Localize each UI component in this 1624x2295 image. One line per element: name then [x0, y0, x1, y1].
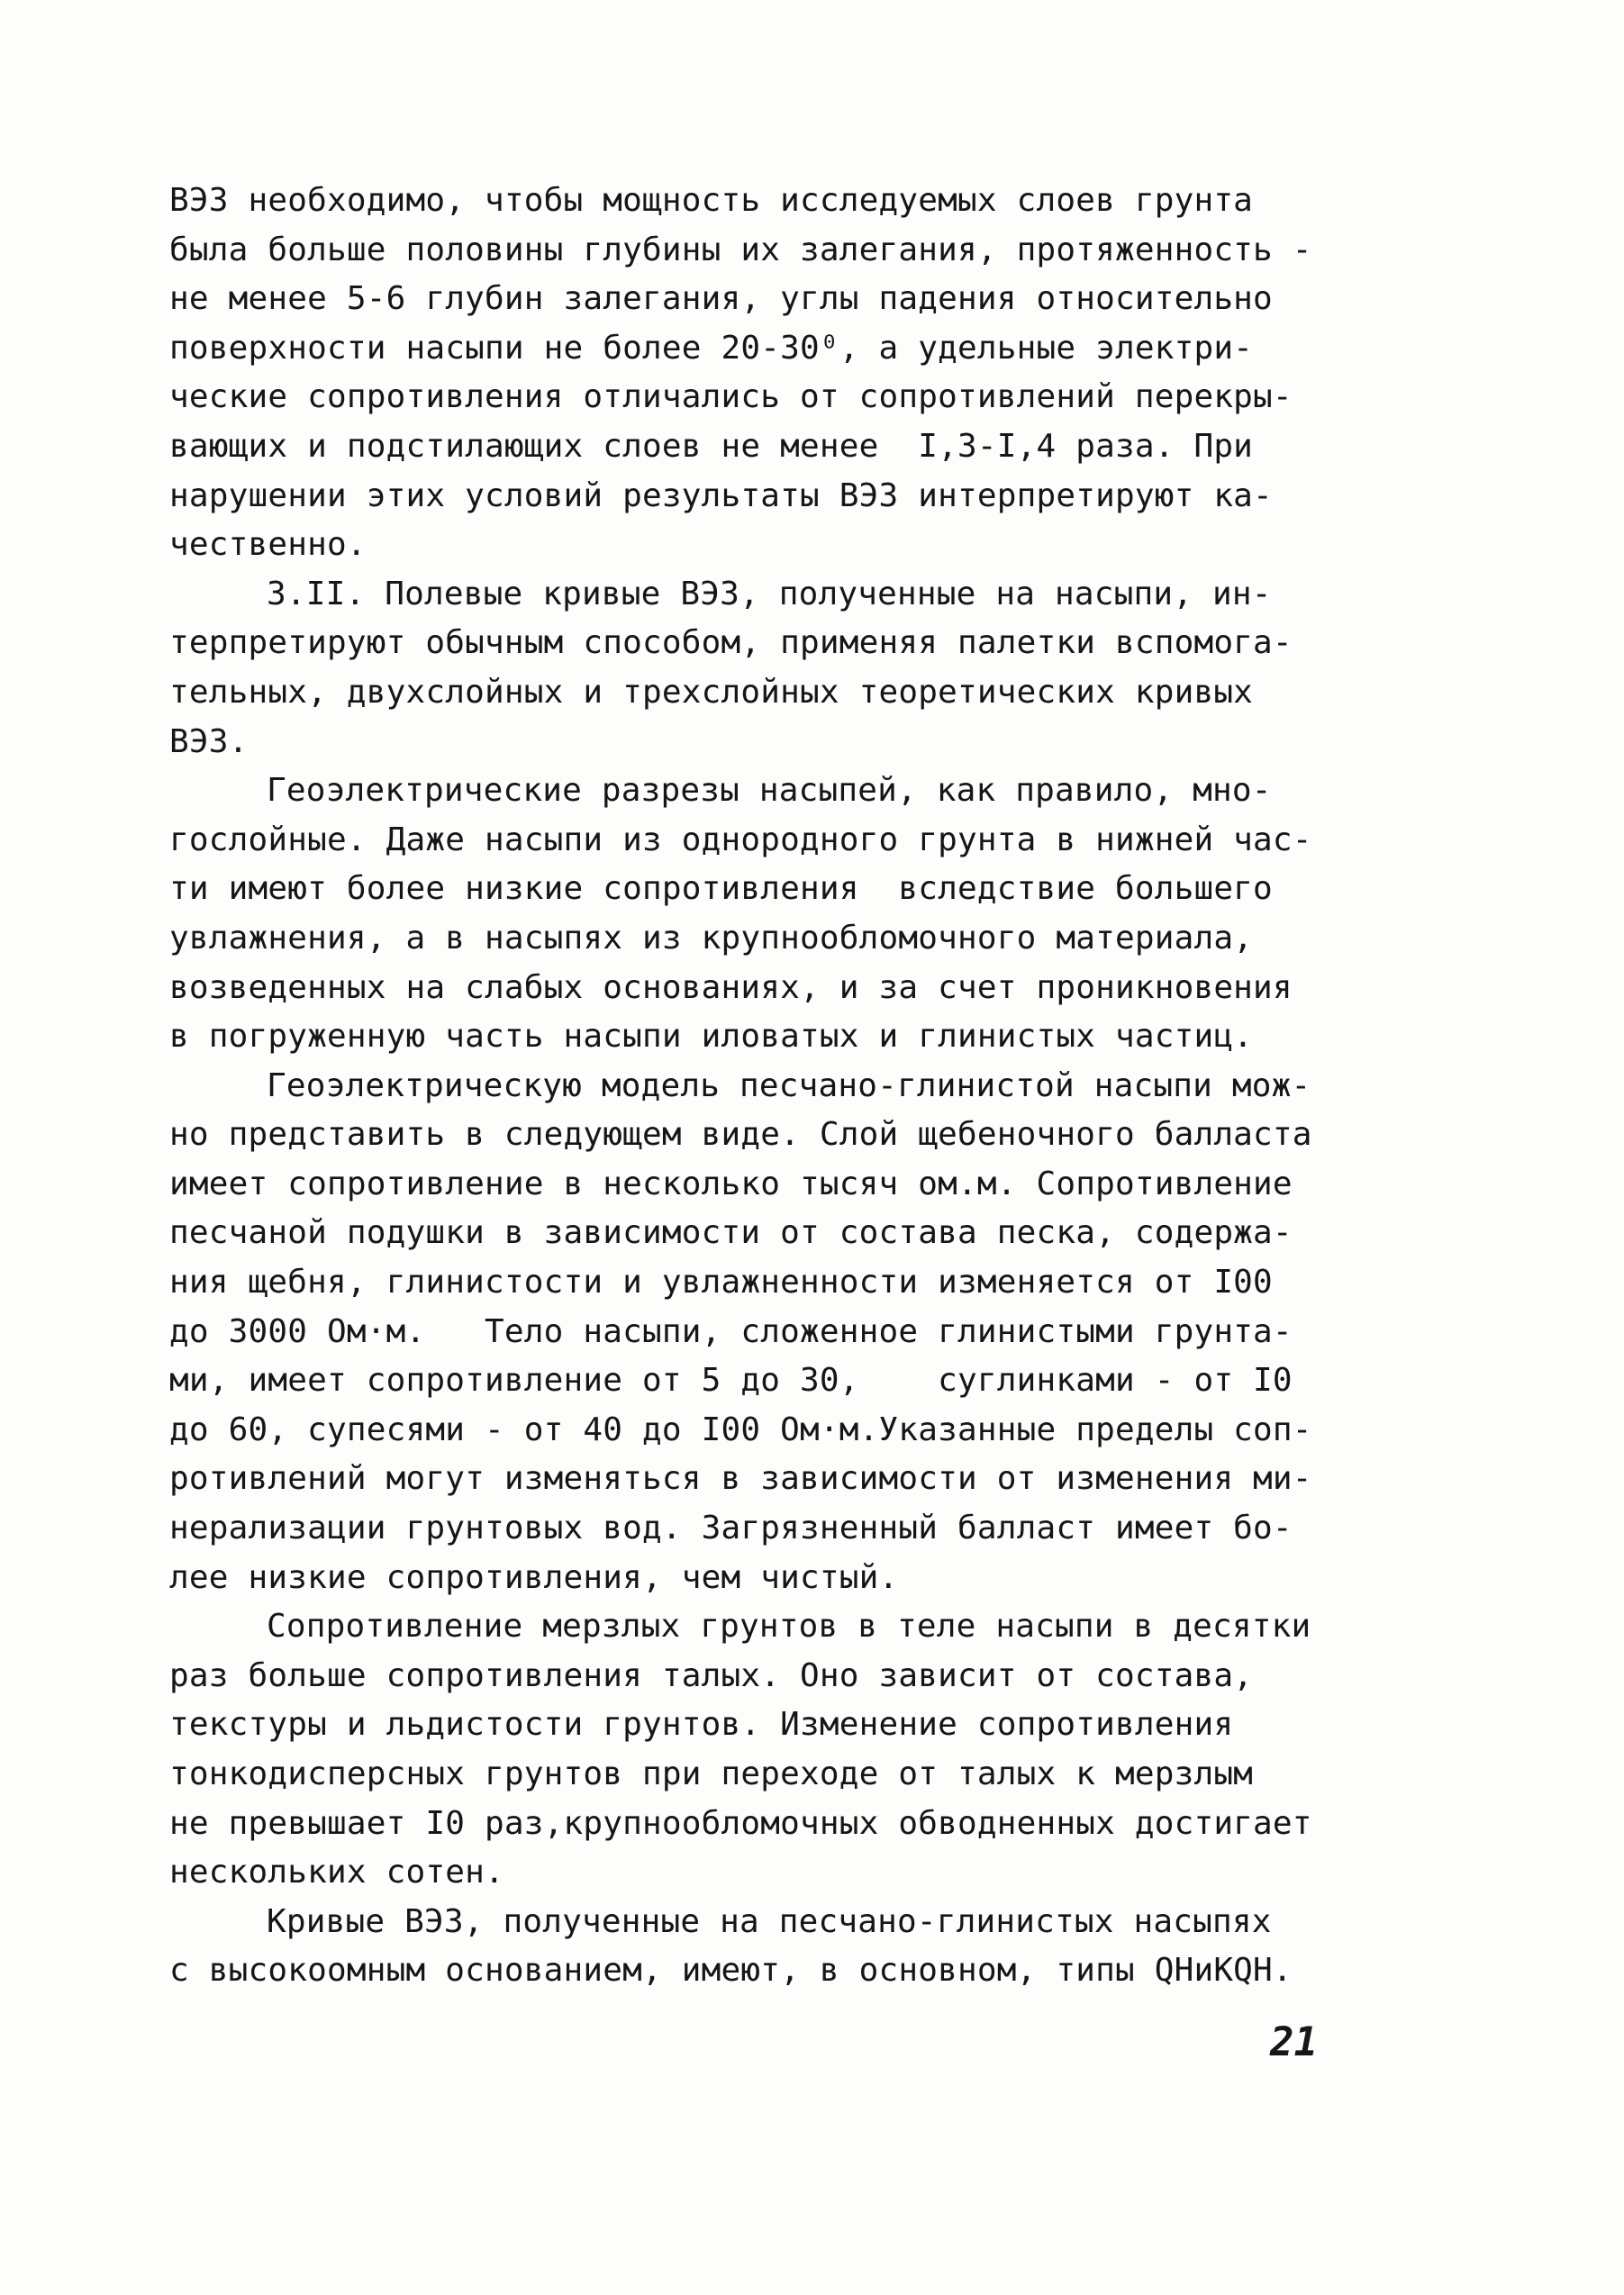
- text-line: нарушении этих условий результаты ВЭЗ интерпретируют ка-: [169, 476, 1273, 514]
- text-line: ния щебня, глинистости и увлажненности изменяется от I00: [169, 1264, 1273, 1302]
- text-line: возведенных на слабых основаниях, и за счет проникновения: [169, 968, 1293, 1006]
- text-line: Сопротивление мерзлых грунтов в теле насыпи в десятки: [267, 1608, 1311, 1646]
- body-text: [169, 177, 1340, 1996]
- text-line: нескольких сотен.: [169, 1854, 504, 1891]
- text-line: но представить в следующем виде. Слой щебеночного балласта: [169, 1116, 1312, 1154]
- text-line: 3.II. Полевые кривые ВЭЗ, полученные на насыпи, ин-: [267, 575, 1272, 612]
- text-line: ВЭЗ.: [169, 722, 249, 760]
- text-line: вающих и подстилающих слоев не менее I,3-I,4 раза. При: [169, 427, 1254, 465]
- text-line: Кривые ВЭЗ, полученные на песчано-глинистых насыпях: [267, 1902, 1272, 1940]
- text-line: тонкодисперсных грунтов при переходе от талых к мерзлым: [169, 1755, 1254, 1792]
- text-line: имеет сопротивление в несколько тысяч ом.м. Сопротивление: [169, 1165, 1293, 1202]
- text-line: ротивлений могут изменяться в зависимости от изменения ми-: [169, 1460, 1312, 1498]
- text-line: Геоэлектрическую модель песчано-глинистой насыпи мож-: [267, 1066, 1311, 1104]
- text-line: поверхности насыпи не более 20-30⁰, а удельные электри-: [169, 329, 1254, 367]
- text-line: до 3000 Ом·м. Тело насыпи, сложенное глинистыми грунта-: [169, 1312, 1293, 1350]
- text-line: Геоэлектрические разрезы насыпей, как правило, мно-: [267, 772, 1272, 810]
- text-line: ВЭЗ необходимо, чтобы мощность исследуемых слоев грунта: [169, 182, 1254, 219]
- text-line: текстуры и льдистости грунтов. Изменение сопротивления: [169, 1706, 1234, 1744]
- page-number: 21: [1270, 2019, 1318, 2065]
- text-line: ческие сопротивления отличались от сопротивлений перекры-: [169, 378, 1293, 416]
- text-line: чественно.: [169, 526, 367, 564]
- text-line: не превышает I0 раз,крупнообломочных обводненных достигает: [169, 1804, 1312, 1842]
- text-line: раз больше сопротивления талых. Оно зависит от состава,: [169, 1656, 1254, 1694]
- text-line: тельных, двухслойных и трехслойных теоретических кривых: [169, 673, 1254, 711]
- text-line: в погруженную часть насыпи иловатых и глинистых частиц.: [169, 1018, 1254, 1056]
- text-line: с высокоомным основанием, имеют, в основном, типы QHиKQH.: [169, 1952, 1293, 1990]
- text-line: нерализации грунтовых вод. Загрязненный балласт имеет бо-: [169, 1510, 1293, 1547]
- text-line: терпретируют обычным способом, применяя палетки вспомога-: [169, 624, 1293, 662]
- text-line: ми, имеет сопротивление от 5 до 30, суглинками - от I0: [169, 1362, 1293, 1400]
- text-line: была больше половины глубины их залегания, протяженность -: [169, 231, 1312, 268]
- text-line: до 60, супесями - от 40 до I00 Ом·м.Указанные пределы соп-: [169, 1411, 1312, 1448]
- text-line: увлажнения, а в насыпях из крупнообломочного материала,: [169, 919, 1254, 957]
- text-line: не менее 5-6 глубин залегания, углы падения относительно: [169, 280, 1273, 318]
- text-line: ти имеют более низкие сопротивления вследствие большего: [169, 870, 1273, 908]
- text-line: лее низкие сопротивления, чем чистый.: [169, 1558, 899, 1596]
- text-line: гослойные. Даже насыпи из однородного грунта в нижней час-: [169, 821, 1312, 858]
- text-line: песчаной подушки в зависимости от состава песка, содержа-: [169, 1214, 1293, 1252]
